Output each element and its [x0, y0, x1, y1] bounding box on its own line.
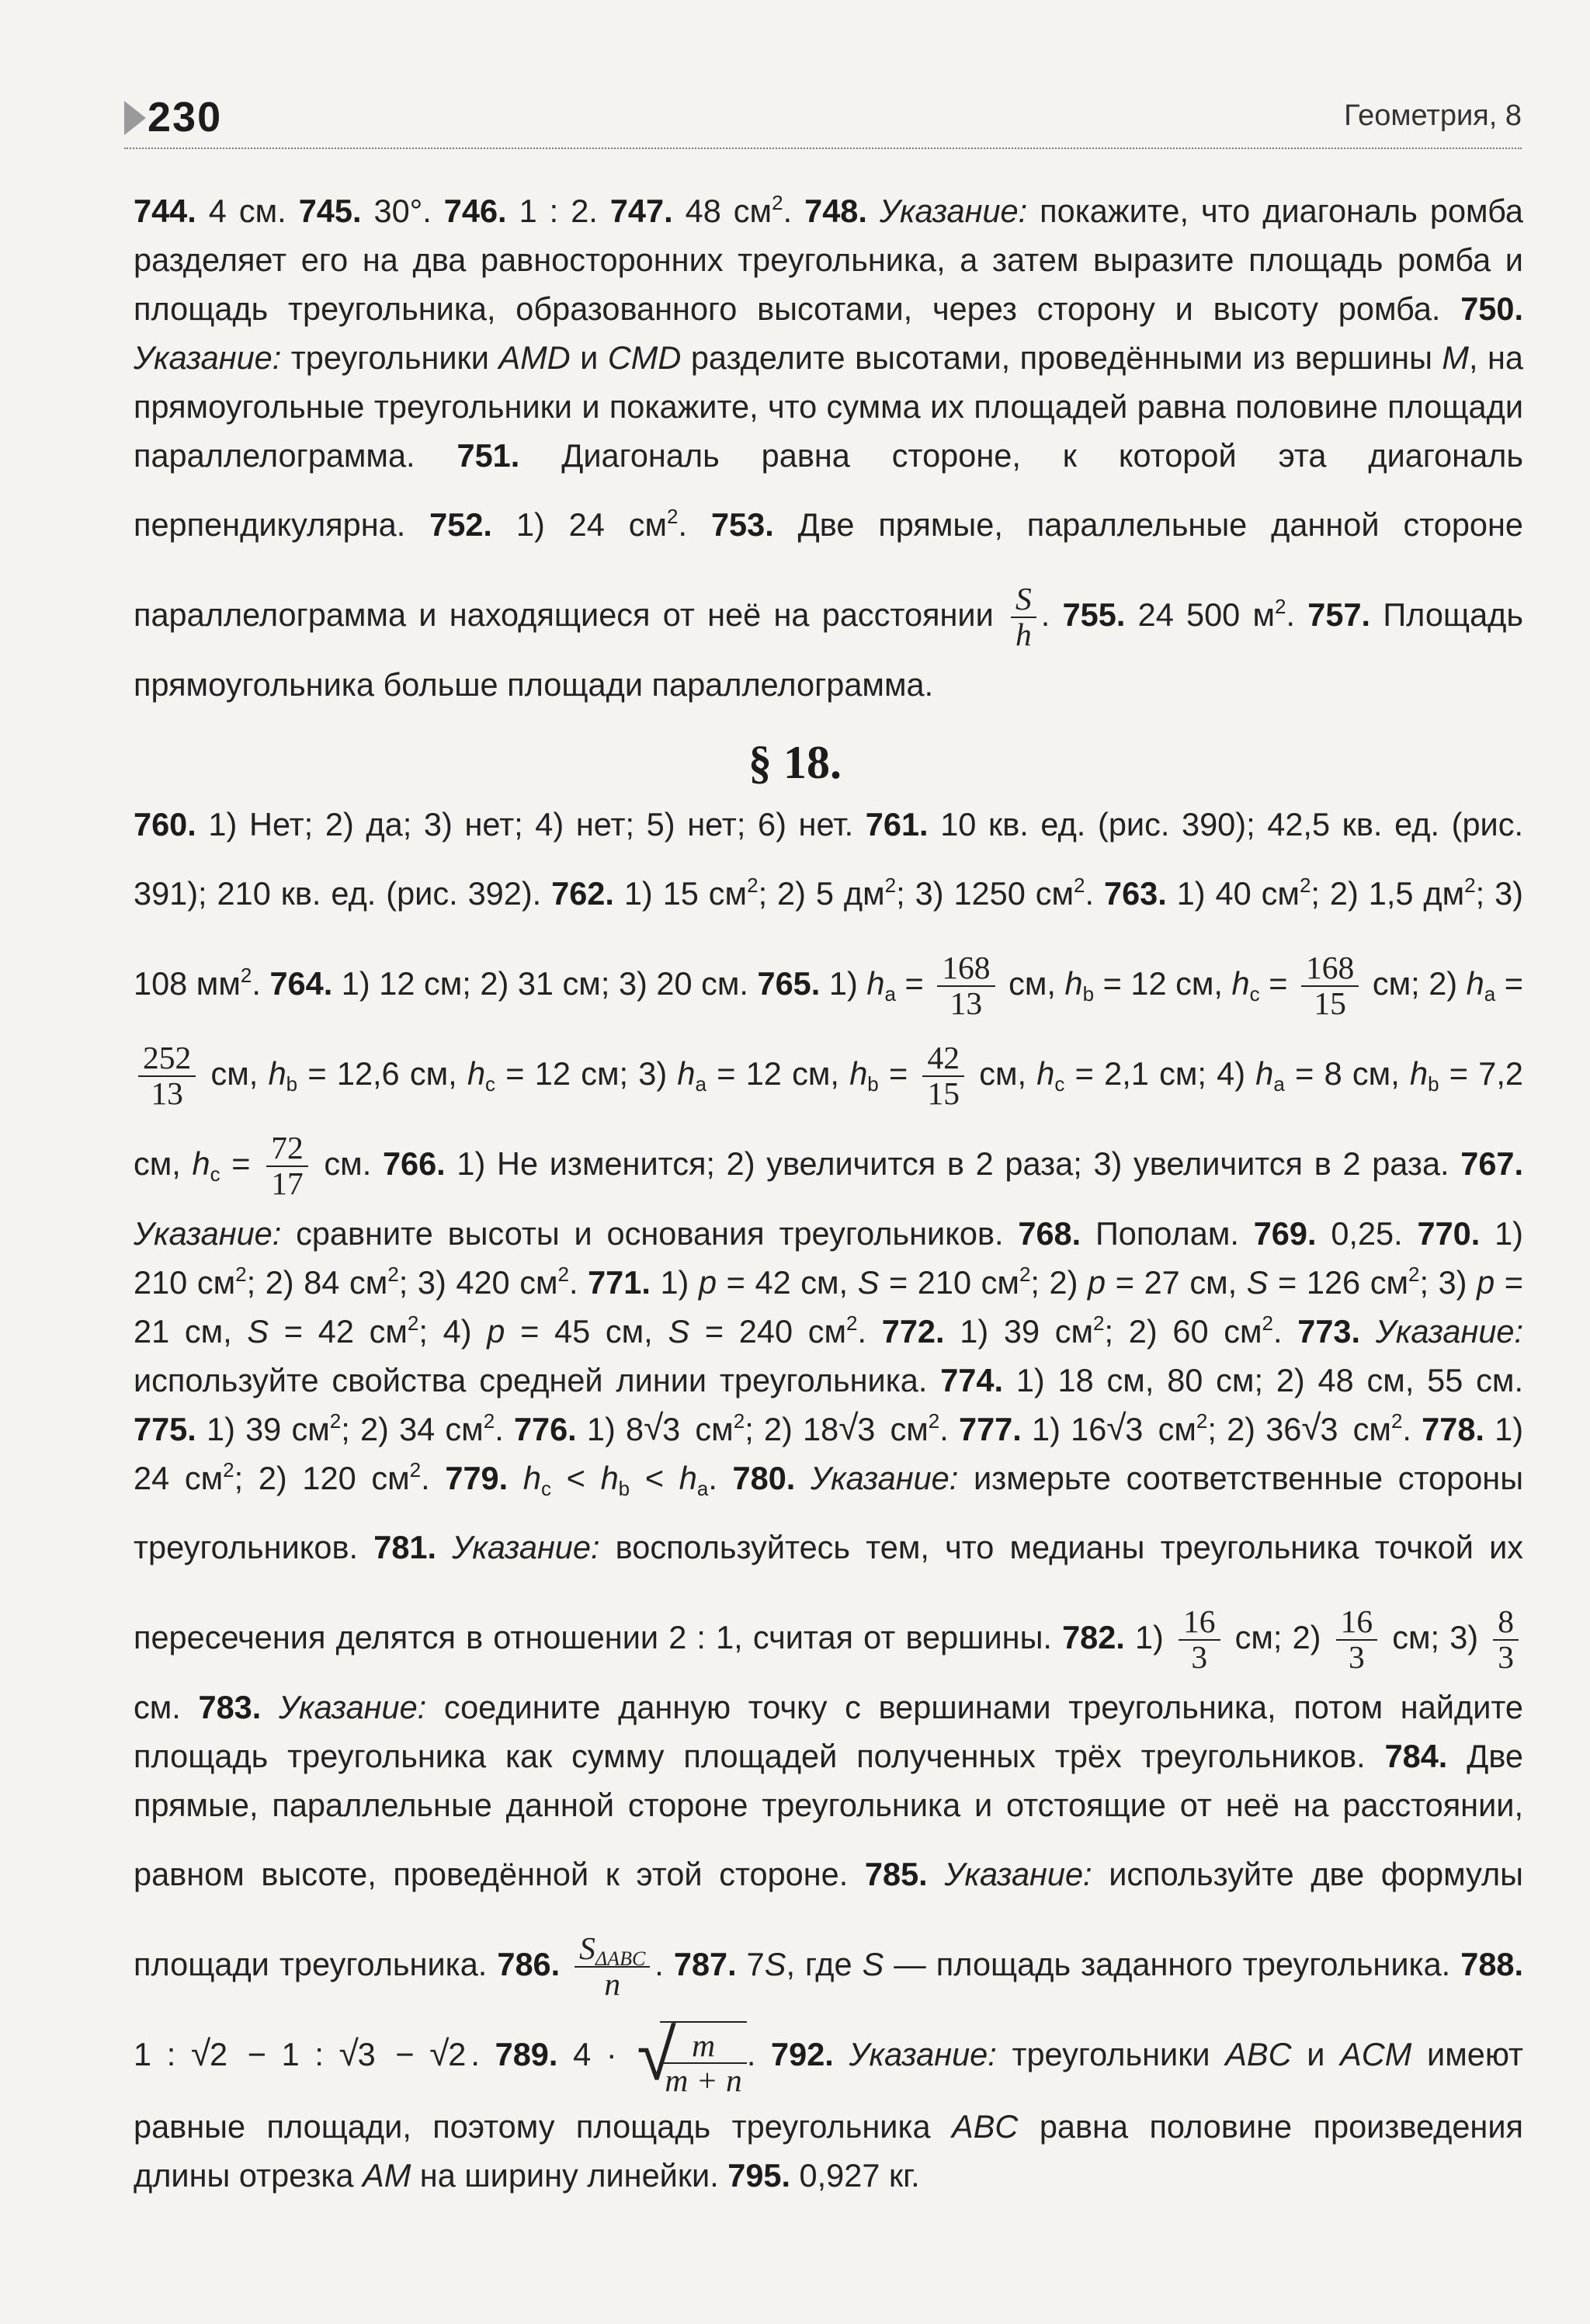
answer-text: ; 2) 1,5 дм [1311, 875, 1465, 912]
subscript: c [485, 1072, 496, 1096]
answer-text: 1) Не изменится; 2) увеличится в 2 раза; 3) увеличится в 2 раза. [445, 1145, 1461, 1182]
section-heading: § 18. [748, 737, 842, 788]
less-than: < [550, 1460, 601, 1496]
subscript: c [1249, 982, 1260, 1006]
answers-block-section-18: 760. 1) Нет; 2) да; 3) нет; 4) нет; 5) нет; 6) нет. 761. 10 кв. ед. (рис. 390); 42,5 кв. ед. (рис. 391); 210 кв. ед. (рис. 392). 762. 1) 15 $см^2$; 2) 5 $дм^2$; 3) 1250 $см^2$. 763. 1) 40 $см^2$; 2) 1,5 $дм^2$; 3) 108 $мм^2$. 764. 1) 12 см; 2) 31 см; 3) 20 см. 765. 1) $h_a$ = $\frac{168}{13}$ см, $h_b = 12$ см, $h_c$ = $\frac{168}{15}$ см; 2) $h_a$ = $\frac{252}{13}$ см, $h_b = 12,6$ см, $h_c = 12$ см; 3) $h_a = 12$ см, $h_b$ = $\frac{42}{15}$ см, $h_c = 2,1$ см; 4) $h_a = 8$ см, $h_b = 7,2$ см, $h_c$ = $\frac{72}{17}$ см. 766. 1) Не изменится; 2) увеличится в 2 раза; 3) увеличится в 2 раза. 767. Указание: сравните высоты и основания треугольников. 768. Пополам. 769. 0,25. 770. 1) 210 $см^2$; 2) 84 $см^2$; 3) 420 $см^2$. 771. 1) p = 42 см, S = 210 $см^2$; 2) p = 27 см, S = 126 $см^2$; 3) p = 21 см, S = 42 $см^2$; 4) p = 45 см, S = 240 $см^2$. 772. 1) 39 $см^2$; 2) 60 $см^2$. 773. Указание: используйте свойства средней линии треугольника. 774. 1) 18 см, 80 см; 2) 48 см, 55 см. 775. 1) 39 $см^2$; 2) 34 $см^2$. 776. 1) 8√ 3 $см^2$; 2) 18√ 3 $см^2$. 777. 1) 16√ 3 $см^2$; 2) 36√ 3 $см^2$. 778. 1) 24 $см^2$; 2) 120 $см^2$. 779. $h_c < h_b < h_a$. 780. Указание: измерьте соответственные стороны треугольников. 781. Указание: воспользуйтесь тем, что медианы треугольника точкой их пересечения делятся в отношении 2 : 1, считая от вершины. 782. 1) $\frac{16}{3}$ см; 2) $\frac{16}{3}$ см; 3) $\frac{8}{3}$ см. 783. Указание: соедините данную точку с вершинами треугольника, потом найдите площадь треугольника как сумму площадей полученных трёх треугольников. 784. Две прямые, параллельные данной стороне треугольника и отстоящие от неё на расстоянии, равном высоте, проведённой к этой стороне. 785. Указание: используйте две формулы площади треугольника. 786. $\frac{S_{\Delta ABC}}{n}$ . 787. 7S, где S — площадь заданного треугольника. 788. 1 : √ 2 − 1 : √ 3 − √ 2 . 789. 4 · √ $\frac{m}{m + n}$ . 792. Указание: треугольники ABC и ACM имеют равные площади, поэтому площадь треугольника ABC равна половине произведения длины отрезка AM на ширину линейки. 795. 0,927 кг. [134, 800, 1523, 2200]
answer-text: 0,927 кг. [790, 2157, 920, 2194]
radicand: 3 [357, 2036, 376, 2072]
numerator: 16 [1179, 1605, 1220, 1641]
answer-text: 4 см. [196, 193, 299, 229]
fraction [266, 1131, 308, 1200]
math-var: h [268, 1055, 286, 1092]
unit: см [1342, 1411, 1391, 1447]
answer-text: 1) 12 см; 2) 31 см; 3) 20 см. [332, 965, 758, 1002]
fraction [660, 2021, 746, 2098]
answer-number: 765. [757, 965, 821, 1002]
answer-text: ; 2) 34 см [341, 1411, 484, 1447]
answer-text: ; 3) 1250 см [896, 875, 1074, 912]
radicand: 2 [209, 2036, 228, 2072]
answer-number: 795. [727, 2157, 791, 2194]
answer-text: 7 [736, 1946, 765, 1982]
math-var: ABC [1225, 2036, 1292, 2072]
fraction [1493, 1605, 1519, 1674]
hint-label: Указание: [134, 339, 282, 376]
value: 12,6 см, [336, 1055, 467, 1092]
superscript: 2 [1299, 874, 1311, 897]
unit: см. [312, 1145, 383, 1182]
answer-number: 775. [134, 1411, 196, 1447]
answer-text: треугольники [996, 2036, 1226, 2072]
equals: = [1094, 965, 1131, 1002]
answer-text: см; 3) [1382, 1619, 1489, 1655]
answer-text: 1) [1124, 1619, 1175, 1655]
answer-text: ; 2) 120 см [234, 1460, 410, 1496]
math-var: p [1088, 1264, 1106, 1301]
answer-text: 1) 24 см [491, 506, 668, 543]
answer-text: 1) 39 см [944, 1313, 1094, 1350]
denominator: 17 [271, 1165, 304, 1202]
answer-number: 785. [864, 1856, 928, 1892]
square-root-fraction [637, 2012, 746, 2102]
numerator: 42 [922, 1041, 964, 1077]
answer-text: ; 2) 36 [1207, 1411, 1302, 1447]
superscript: 2 [387, 1263, 399, 1286]
answer-text: Площадь прямоугольника больше площади параллелограмма. [134, 596, 1523, 703]
math-var: S [857, 1264, 880, 1301]
math-var: M [1442, 339, 1469, 376]
answer-number: 792. [771, 2036, 834, 2072]
superscript: 2 [409, 1458, 422, 1482]
answer-text: = 27 см, [1106, 1264, 1247, 1301]
value: 12 см, [1130, 965, 1232, 1002]
superscript: 2 [407, 1311, 419, 1335]
fraction [1179, 1605, 1220, 1674]
math-var: S [862, 1946, 884, 1982]
answer-text: на ширину линейки. [411, 2157, 728, 2194]
math-var: h [1466, 965, 1484, 1002]
superscript: 2 [772, 191, 783, 214]
equals: = [878, 1055, 918, 1092]
answer-text: ; 2) 60 см [1104, 1313, 1262, 1350]
answer-number: 788. [1460, 1946, 1524, 1982]
answer-text: 1) Нет; 2) да; 3) нет; 4) нет; 5) нет; 6) нет. [196, 806, 866, 842]
answer-number: 781. [373, 1529, 437, 1565]
superscript: 2 [557, 1263, 569, 1286]
math-var: h [849, 1055, 868, 1092]
math-var: h [600, 1460, 619, 1496]
math-var: ABC [952, 2108, 1019, 2145]
answer-text: воспользуйтесь тем, что медианы треугольника точкой их пересечения делятся в отношении 2 : 1, считая от вершины. [134, 1529, 1524, 1655]
answer-number: 771. [588, 1264, 651, 1301]
radicand: 3 [1320, 1411, 1338, 1447]
value: 8 см, [1324, 1055, 1410, 1092]
superscript: 2 [1019, 1263, 1031, 1286]
answer-text: = 126 см [1268, 1264, 1408, 1301]
unit: см, [200, 1055, 269, 1092]
answer-number: 750. [1460, 290, 1523, 327]
book-title: Геометрия, 8 [1344, 99, 1522, 132]
subscript: a [1484, 982, 1496, 1006]
math-var: h [1036, 1055, 1055, 1092]
answer-text: см; 2) [1224, 1619, 1331, 1655]
math-var: h [1064, 965, 1083, 1002]
answer-number: 762. [551, 875, 614, 912]
subscript: a [1273, 1072, 1285, 1096]
answer-text: = 42 см, [717, 1264, 858, 1301]
superscript: 2 [884, 874, 897, 897]
numerator: 252 [138, 1041, 196, 1077]
answer-text: Пополам. [1081, 1215, 1254, 1252]
math-var: S [764, 1946, 786, 1982]
answer-number: 761. [865, 806, 929, 842]
numerator: 168 [937, 951, 995, 987]
answer-text: разделите высотами, проведёнными из вершины [681, 339, 1442, 376]
answer-number: 770. [1417, 1215, 1481, 1252]
math-var: AM [363, 2157, 411, 2194]
fraction [937, 951, 995, 1020]
denominator: 13 [151, 1075, 183, 1112]
subscript: ΔABC [595, 1947, 646, 1971]
page-marker-arrow-icon [124, 101, 146, 135]
math-var: h [677, 1055, 696, 1092]
answer-text: измерьте соответственные стороны треугольников. [134, 1460, 1524, 1565]
punctuation: . [654, 1946, 674, 1982]
answer-text: ; 2) 18 [745, 1411, 839, 1447]
math-var: h [1409, 1055, 1429, 1092]
unit: см [880, 1411, 929, 1447]
radicand: 3 [1125, 1411, 1144, 1447]
subscript: a [884, 982, 896, 1006]
superscript: 2 [846, 1311, 858, 1335]
math-var: h [192, 1145, 210, 1182]
answer-number: 751. [457, 437, 520, 474]
answer-text: . [1040, 596, 1063, 633]
square-root [429, 2010, 466, 2100]
answer-text: ; 3) [1419, 1264, 1477, 1301]
answer-number: 784. [1384, 1738, 1448, 1774]
header-divider [124, 148, 1522, 149]
less-than: < [630, 1460, 679, 1496]
math-var: CMD [607, 339, 682, 376]
subscript: a [695, 1072, 706, 1096]
answer-text: , на прямоугольные треугольники и покажите, что сумма их площадей равна половине площади параллелограмма. [134, 339, 1524, 474]
square-root [191, 2010, 227, 2100]
answers-block-section-17: 744. 4 см. 745. 30°. 746. 1 : 2. 747. 48 $см^2$. 748. Указание: покажите, что диагональ ромба разделяет его на два равносторонних треугольника, а затем выразите площадь ромба и площадь треугольника, образованного высотами, через сторону и высоту ромба. 750. Указание: треугольники AMD и CMD разделите высотами, проведёнными из вершины M, на прямоугольные треугольники и покажите, что сумма их площадей равна половине площади параллелограмма. 751. Диагональ равна стороне, к которой эта диагональ перпендикулярна. 752. 1) 24 $см^2$. 753. Две прямые, параллельные данной стороне параллелограмма и находящиеся от неё на расстоянии $\frac{S}{h}$ . 755. 24 500 $м^2$. 757. Площадь прямоугольника больше площади параллелограмма. [134, 191, 1524, 703]
unit: см; 2) [1363, 965, 1467, 1002]
answer-text: ; 2) [1030, 1264, 1088, 1301]
answer-text: 1) 210 см [134, 1215, 1523, 1301]
answer-number: 755. [1062, 596, 1126, 633]
answer-text: 30°. [361, 193, 444, 229]
answer-number: 766. [382, 1145, 446, 1182]
superscript: 2 [329, 1409, 342, 1433]
fraction-s-over-h [1011, 582, 1036, 651]
superscript: 2 [235, 1263, 247, 1286]
fraction [138, 1041, 196, 1110]
answer-text: 1) 16 [1021, 1411, 1107, 1447]
superscript: 2 [1275, 595, 1286, 618]
punctuation: . [746, 2036, 772, 2072]
answer-text: ; 3) 108 мм [134, 875, 1523, 1002]
answer-number: 748. [804, 193, 867, 229]
equals: = [297, 1055, 337, 1092]
numerator: 16 [1336, 1605, 1378, 1641]
fraction [922, 1041, 964, 1110]
answer-text: 0,25. [1316, 1215, 1418, 1252]
subscript: c [1054, 1072, 1065, 1096]
equals: = [495, 1055, 535, 1092]
answer-text: 1) 40 см [1166, 875, 1300, 912]
numerator [575, 1930, 650, 1971]
subscript: b [867, 1072, 879, 1096]
unit: см, [968, 1055, 1037, 1092]
answer-number: 776. [513, 1411, 577, 1447]
fraction-s-abc-over-n [575, 1932, 650, 2001]
numerator: 8 [1493, 1605, 1519, 1641]
answer-text: = 210 см [879, 1264, 1019, 1301]
square-root [838, 1405, 875, 1454]
unit: см; 4) [1148, 1055, 1256, 1092]
square-root [1301, 1405, 1338, 1454]
answer-text: − [380, 2036, 430, 2072]
answer-text: покажите, что диагональ ромба разделяет его на два равносторонних треугольника, а затем выразите площадь ромба и площадь треугольника, образованного высотами, через сторону и высоту ромба. [134, 193, 1523, 327]
answer-text: соедините данную точку с вершинами треугольника, потом найдите площадь треугольника как сумму площадей полученных трёх треугольников. [134, 1689, 1523, 1774]
answer-text: 1 : 2. [506, 193, 610, 229]
denominator: 3 [1498, 1639, 1514, 1676]
denominator: 3 [1191, 1639, 1208, 1676]
superscript: 2 [483, 1409, 495, 1433]
superscript: 2 [1196, 1409, 1208, 1433]
answer-number: 746. [443, 193, 507, 229]
page-number: 230 [148, 94, 223, 141]
numerator: S [1011, 582, 1036, 618]
answer-text: 1) 8 [576, 1411, 644, 1447]
subscript: c [210, 1162, 220, 1186]
equals: = [1064, 1055, 1105, 1092]
answer-text: ; 3) 420 см [398, 1264, 558, 1301]
answer-text: 1) 24 см [134, 1411, 1524, 1496]
math-var: p [698, 1264, 717, 1301]
superscript: 2 [747, 874, 759, 897]
subscript: a [696, 1477, 709, 1500]
answer-text: равна половине произведения длины отрезка [134, 2108, 1523, 2194]
equals: = [1284, 1055, 1324, 1092]
superscript: 2 [1093, 1311, 1105, 1335]
answer-text: 48 см [672, 193, 772, 229]
answer-text: — площадь заданного треугольника. [884, 1946, 1461, 1982]
answer-text: используйте две формулы площади треугольника. [134, 1856, 1524, 1982]
answer-text: = 42 см [269, 1313, 408, 1350]
equals: = [1495, 965, 1524, 1002]
equals: = [1439, 1055, 1479, 1092]
math-var: S [579, 1930, 595, 1967]
answer-number: 777. [959, 1411, 1022, 1447]
fraction [1301, 951, 1359, 1020]
value: 12 см; 3) [534, 1055, 678, 1092]
answer-text: Две прямые, параллельные данной стороне треугольника и отстоящие от неё на расстоянии, равном высоте, проведённой к этой стороне. [134, 1738, 1523, 1892]
value: 2,1 [1104, 1055, 1149, 1092]
answer-number: 744. [134, 193, 196, 229]
answer-number: 772. [881, 1313, 945, 1350]
answer-number: 786. [497, 1946, 561, 1982]
hint-label: Указание: [811, 1460, 959, 1496]
answer-number: 752. [429, 506, 492, 543]
math-var: AMD [498, 339, 571, 376]
math-var: p [487, 1313, 505, 1350]
answer-text: 1) [820, 965, 867, 1002]
answer-number: 747. [609, 193, 673, 229]
math-var: h [866, 965, 885, 1002]
math-var: S [247, 1313, 269, 1350]
hint-label: Указание: [134, 1215, 282, 1252]
answer-number: 745. [298, 193, 362, 229]
square-root [644, 1405, 680, 1454]
radicand: 3 [662, 1411, 681, 1447]
answer-number: 757. [1307, 596, 1371, 633]
hint-label: Указание: [278, 1689, 427, 1725]
unit: см, [999, 965, 1065, 1002]
answer-text: используйте свойства средней линии треугольника. [134, 1362, 941, 1398]
answer-text: = 21 см, [134, 1264, 1524, 1350]
subscript: c [540, 1477, 551, 1500]
subscript: b [1428, 1072, 1439, 1096]
denominator: 15 [1314, 985, 1346, 1022]
numerator: 168 [1301, 951, 1359, 987]
answer-text: 1) 39 см [196, 1411, 330, 1447]
hint-label: Указание: [452, 1529, 600, 1565]
answer-text: Две прямые, параллельные данной стороне параллелограмма и находящиеся от неё на расстоянии [134, 506, 1524, 633]
superscript: 2 [928, 1409, 940, 1433]
denominator: 3 [1349, 1639, 1365, 1676]
answer-number: 767. [1460, 1145, 1524, 1182]
superscript: 2 [1074, 874, 1085, 897]
denominator: n [604, 1966, 621, 2003]
hint-label: Указание: [1375, 1313, 1524, 1350]
answer-number: 760. [134, 806, 196, 842]
hint-label: Указание: [849, 2036, 997, 2072]
hint-label: Указание: [944, 1856, 1092, 1892]
radicand: 2 [448, 2036, 467, 2072]
answer-text: = 45 см, [505, 1313, 668, 1350]
equals: = [220, 1145, 262, 1182]
denominator: 13 [949, 985, 983, 1022]
fraction [1336, 1605, 1378, 1674]
answer-number: 783. [198, 1689, 262, 1725]
superscript: 2 [667, 505, 679, 528]
unit: см [1147, 1411, 1196, 1447]
superscript: 2 [1464, 874, 1476, 897]
punctuation: . [470, 2036, 495, 2072]
answer-number: 779. [445, 1460, 509, 1496]
value: 12 см, [745, 1055, 850, 1092]
equals: = [895, 965, 933, 1002]
superscript: 2 [240, 964, 252, 987]
math-var: p [1477, 1264, 1495, 1301]
math-var: h [679, 1460, 697, 1496]
answer-text: = 240 см [689, 1313, 847, 1350]
answer-text: см. [134, 1689, 199, 1725]
superscript: 2 [223, 1458, 234, 1482]
answer-text: ; 2) 5 дм [758, 875, 885, 912]
answer-number: 782. [1062, 1619, 1125, 1655]
math-var: h [1231, 965, 1250, 1002]
answer-number: 787. [673, 1946, 737, 1982]
subscript: b [1082, 982, 1095, 1006]
answer-text: 1) 15 см [613, 875, 748, 912]
math-var: S [668, 1313, 690, 1350]
superscript: 2 [733, 1409, 745, 1433]
math-var: S [1246, 1264, 1269, 1301]
answer-text: , где [786, 1946, 863, 1982]
math-var: h [1255, 1055, 1274, 1092]
equals: = [706, 1055, 746, 1092]
answer-text: ; 4) [418, 1313, 488, 1350]
answer-text: 24 500 м [1125, 596, 1276, 633]
answer-text: − 1 : [232, 2036, 339, 2072]
superscript: 2 [1262, 1311, 1273, 1335]
superscript: 2 [1408, 1263, 1420, 1286]
denominator: 15 [927, 1075, 960, 1112]
square-root [339, 2010, 376, 2100]
answer-text: 10 кв. ед. (рис. 390); 42,5 кв. ед. (рис. 391); 210 кв. ед. (рис. 392). [134, 806, 1524, 912]
numerator: 72 [266, 1131, 308, 1167]
subscript: b [618, 1477, 630, 1500]
radicand: 3 [857, 1411, 876, 1447]
answer-number: 773. [1297, 1313, 1361, 1350]
answer-number: 763. [1103, 875, 1167, 912]
math-var: h [522, 1460, 541, 1496]
answer-text: и [570, 339, 608, 376]
denominator: m + n [665, 2062, 742, 2099]
answer-text: 1) [650, 1264, 699, 1301]
answer-text: треугольники [281, 339, 499, 376]
subscript: b [286, 1072, 298, 1096]
unit: см [685, 1411, 734, 1447]
hint-label: Указание: [879, 193, 1028, 229]
denominator: h [1015, 617, 1032, 653]
answer-number: 778. [1422, 1411, 1484, 1447]
answer-text: и [1291, 2036, 1341, 2072]
answer-text: ; 2) 84 см [246, 1264, 388, 1301]
answer-text: 1 : [134, 2036, 191, 2072]
answer-text: сравните высоты и основания треугольников. [281, 1215, 1019, 1252]
answer-number: 774. [940, 1362, 1003, 1398]
answer-number: 753. [710, 506, 774, 543]
square-root [1106, 1405, 1143, 1454]
equals: = [1259, 965, 1297, 1002]
superscript: 2 [1390, 1409, 1403, 1433]
answer-text: 4 · [557, 2036, 633, 2072]
math-var: ACM [1340, 2036, 1412, 2072]
answer-text: Диагональ равна стороне, к которой эта диагональ перпендикулярна. [134, 437, 1523, 543]
answer-number: 780. [732, 1460, 796, 1496]
numerator: √ m [660, 2029, 746, 2065]
value: 7,2 см, [134, 1055, 1523, 1182]
answer-number: 768. [1018, 1215, 1081, 1252]
page-header [124, 93, 1522, 148]
answer-number: 764. [269, 965, 333, 1002]
answer-number: 769. [1253, 1215, 1317, 1252]
answer-text: имеют равные площади, поэтому площадь треугольника [134, 2036, 1524, 2145]
answer-text: 1) 18 см, 80 см; 2) 48 см, 55 см. [1003, 1362, 1523, 1398]
math-var: h [467, 1055, 486, 1092]
answer-number: 789. [495, 2036, 558, 2072]
